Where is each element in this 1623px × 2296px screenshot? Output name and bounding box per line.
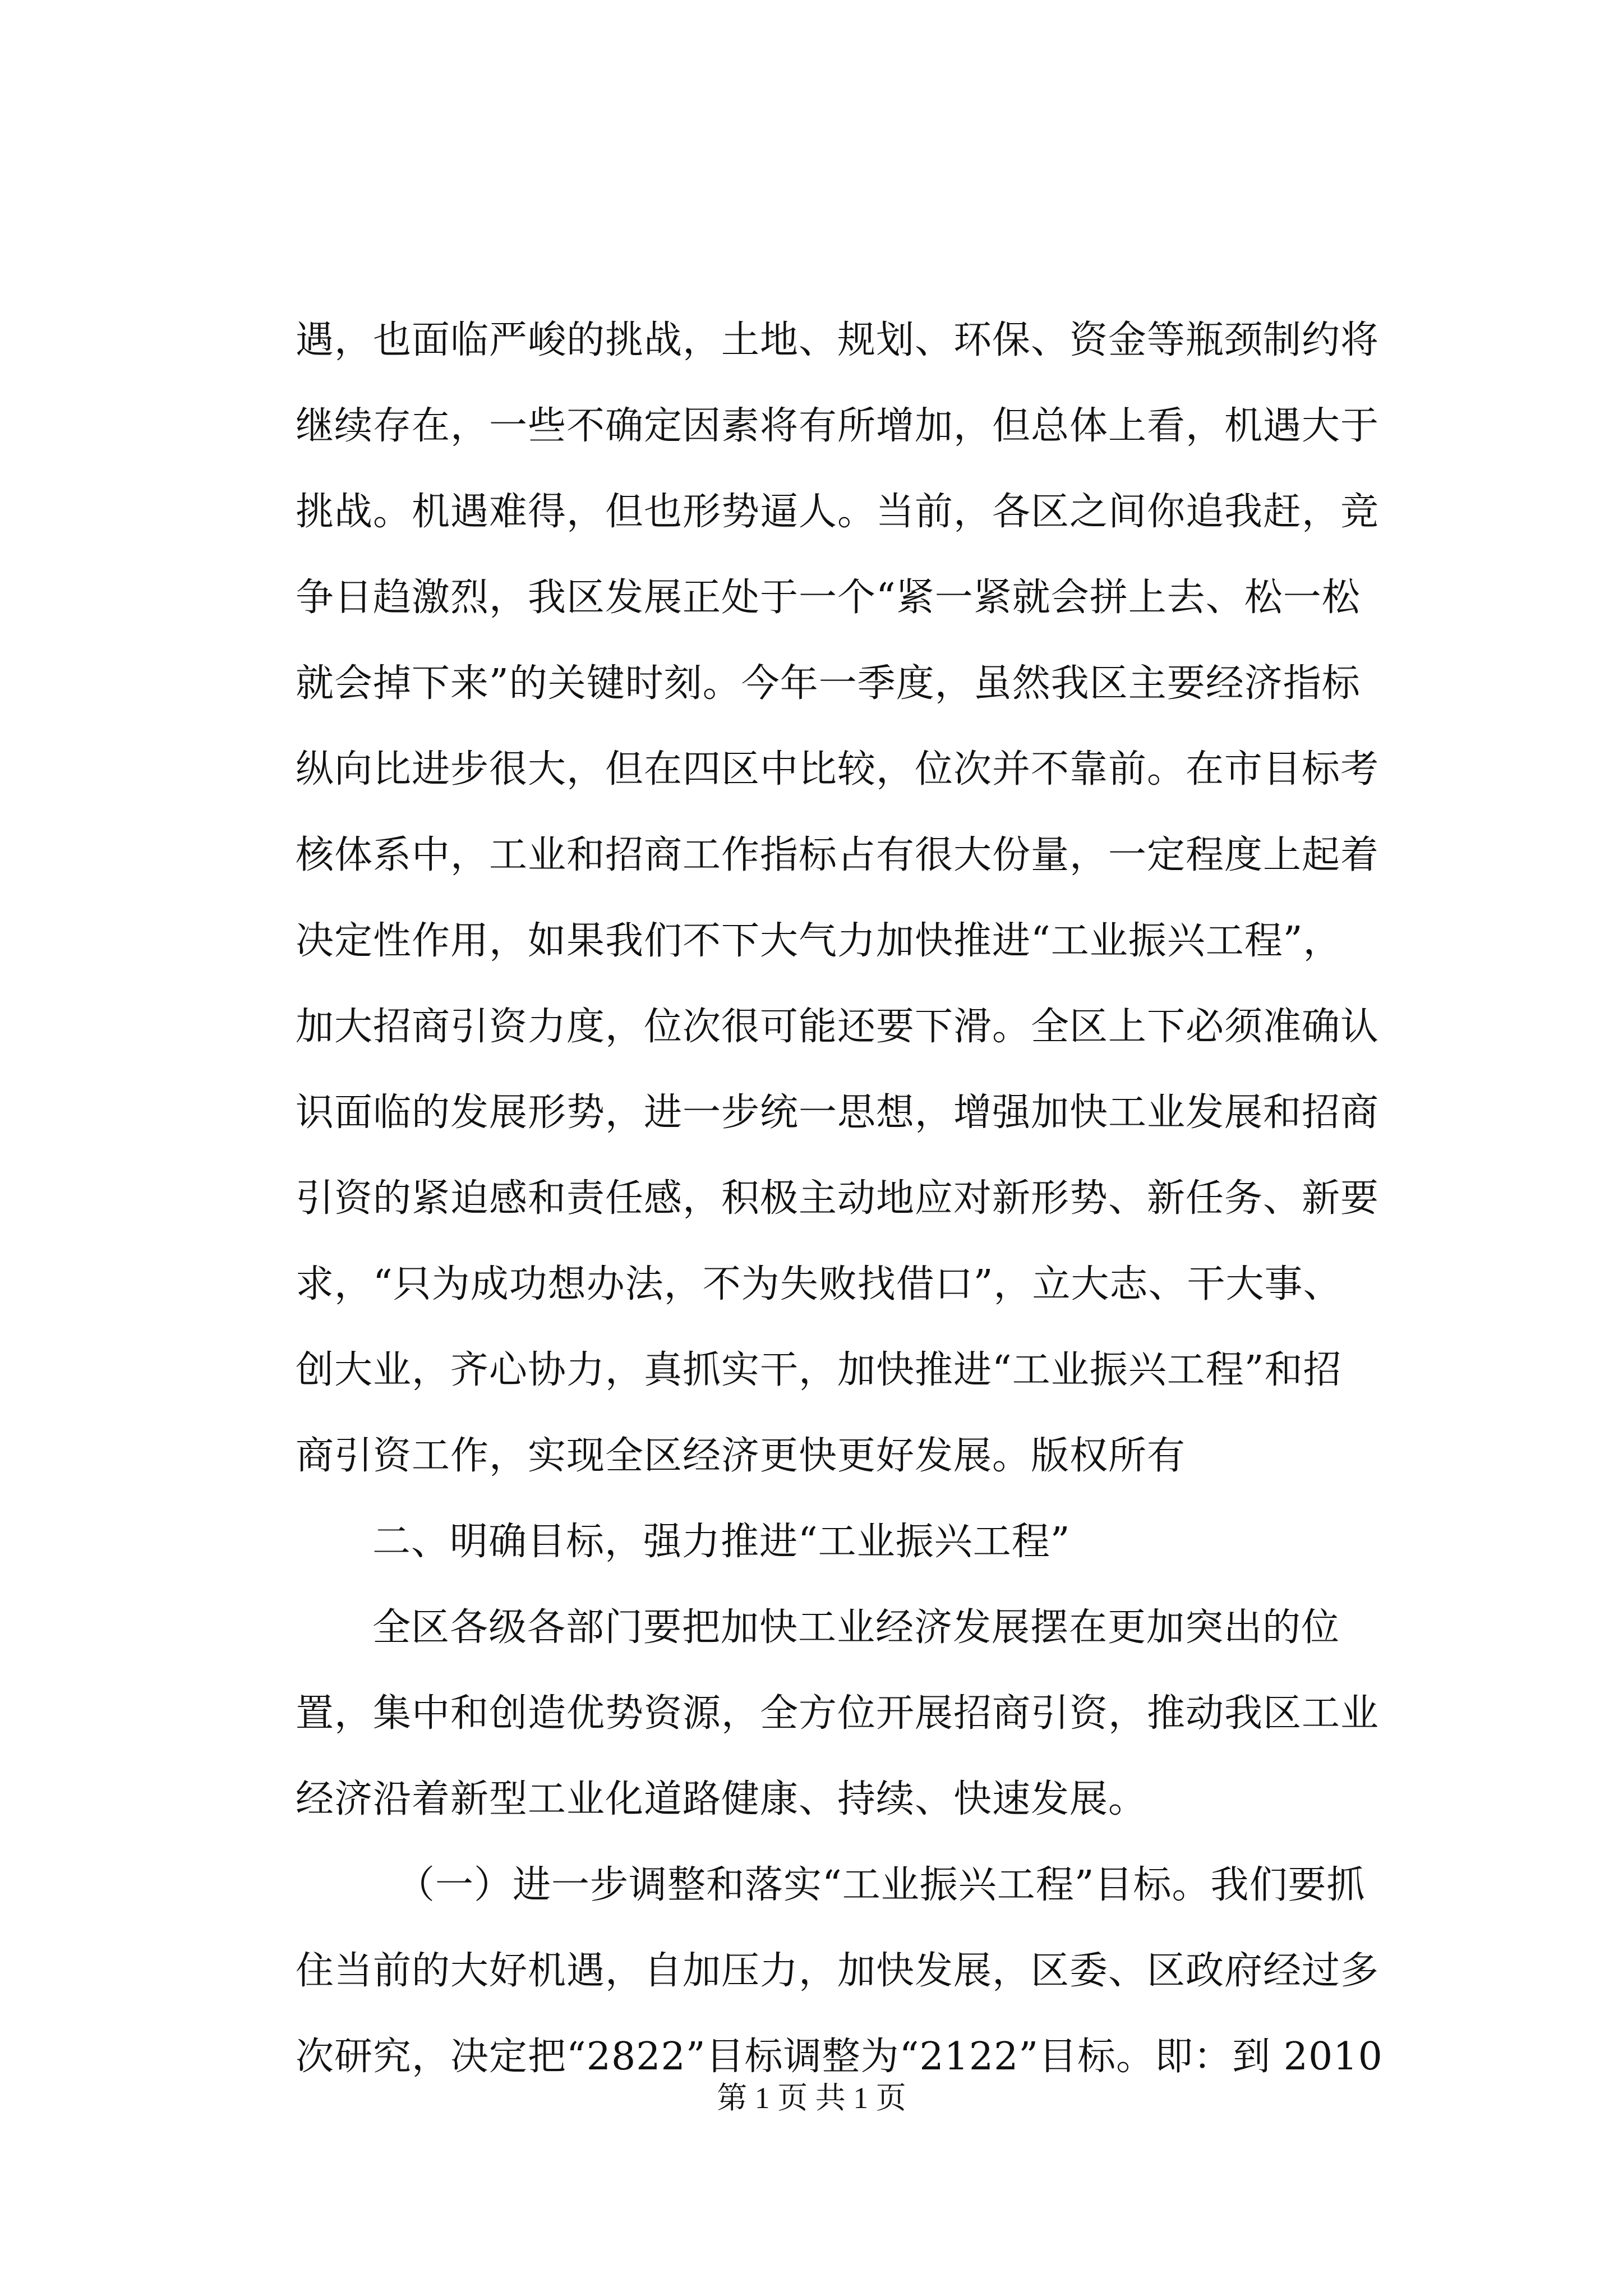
document-body — [296, 297, 1412, 2100]
page-footer: 第 1 页 共 1 页 — [717, 2081, 906, 2115]
body-line: 遇，也面临严峻的挑战，土地、规划、环保、资金等瓶颈制约将 — [296, 318, 1380, 362]
body-line: 核体系中，工业和招商工作指标占有很大份量，一定程度上起着 — [296, 833, 1380, 877]
body-line: 置，集中和创造优势资源，全方位开展招商引资，推动我区工业 — [296, 1691, 1380, 1736]
body-line: 创大业，齐心协力，真抓实干，加快推进“工业振兴工程”和招 — [296, 1348, 1342, 1392]
body-line: 挑战。机遇难得，但也形势逼人。当前，各区之间你追我赶，竞 — [296, 490, 1380, 534]
body-line: 住当前的大好机遇，自加压力，加快发展，区委、区政府经过多 — [296, 1949, 1380, 1993]
body-line: 商引资工作，实现全区经济更快更好发展。版权所有 — [296, 1434, 1186, 1478]
body-line: 加大招商引资力度，位次很可能还要下滑。全区上下必须准确认 — [296, 1005, 1380, 1049]
body-line: 经济沿着新型工业化道路健康、持续、快速发展。 — [296, 1777, 1147, 1821]
body-line: 全区各级各部门要把加快工业经济发展摆在更加突出的位 — [372, 1605, 1340, 1650]
body-line: 争日趋激烈，我区发展正处于一个“紧一紧就会拼上去、松一松 — [296, 576, 1361, 620]
body-line: 求，“只为成功想办法，不为失败找借口”，立大志、干大事、 — [296, 1262, 1342, 1306]
body-line: 就会掉下来”的关键时刻。今年一季度，虽然我区主要经济指标 — [296, 661, 1361, 706]
subsection-line: （一）进一步调整和落实“工业振兴工程”目标。我们要抓 — [396, 1863, 1366, 1907]
body-line: 引资的紧迫感和责任感，积极主动地应对新形势、新任务、新要 — [296, 1176, 1380, 1221]
body-line: 决定性作用，如果我们不下大气力加快推进“工业振兴工程”， — [296, 919, 1342, 963]
body-line: 纵向比进步很大，但在四区中比较，位次并不靠前。在市目标考 — [296, 747, 1380, 792]
section-heading: 二、明确目标，强力推进“工业振兴工程” — [372, 1520, 1071, 1564]
body-line: 继续存在，一些不确定因素将有所增加，但总体上看，机遇大于 — [296, 404, 1380, 448]
body-line: 次研究，决定把“2822”目标调整为“2122”目标。即：到 2010 — [296, 2035, 1383, 2079]
body-line: 识面临的发展形势，进一步统一思想，增强加快工业发展和招商 — [296, 1091, 1380, 1135]
